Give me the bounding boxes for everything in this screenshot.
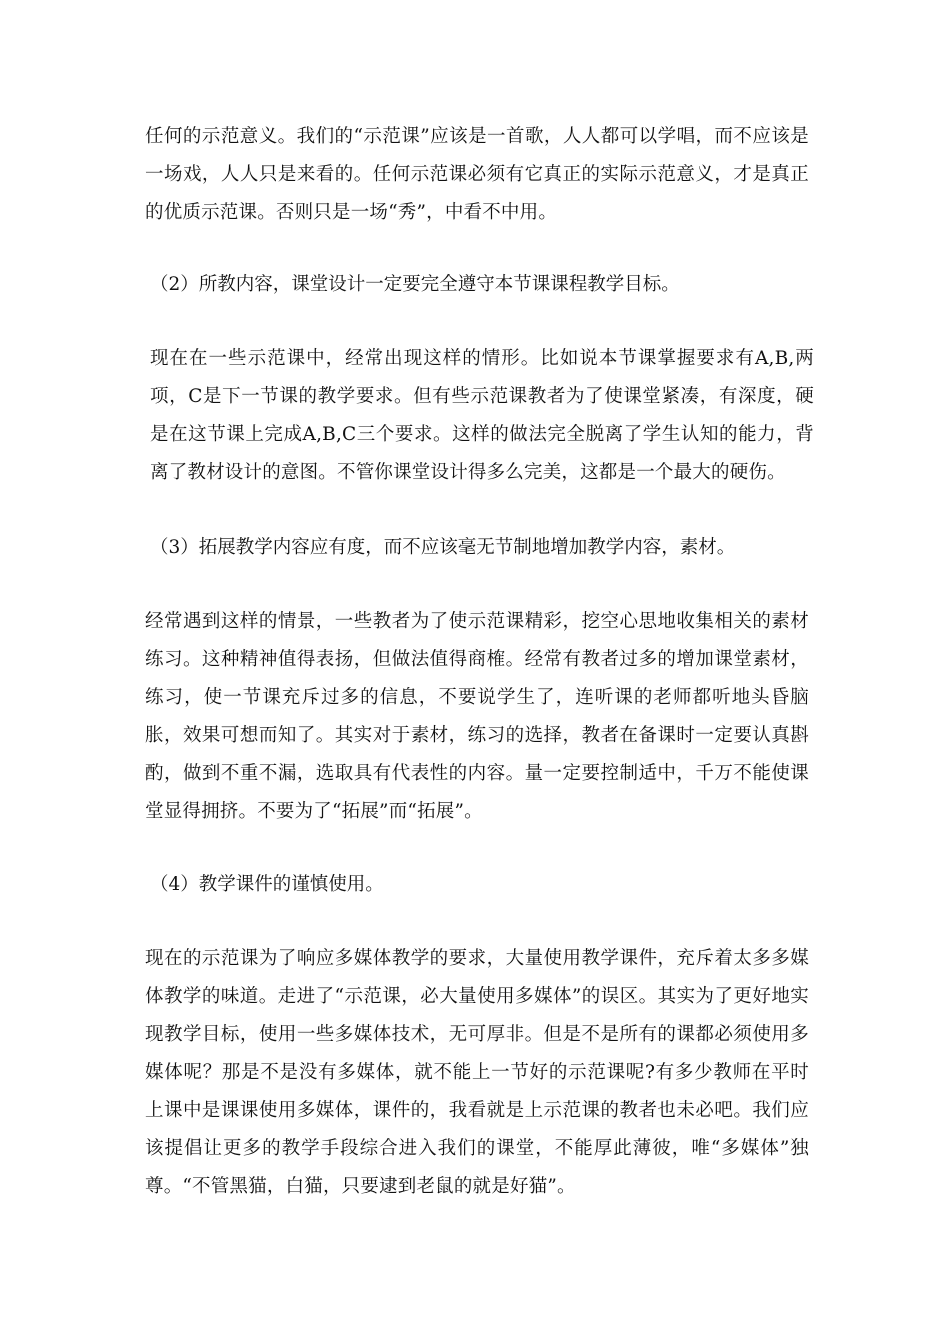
paragraph-extension-content: 经常遇到这样的情景，一些教者为了使示范课精彩，挖空心思地收集相关的素材练习。这种精神值得表扬，但做法值得商榷。经常有教者过多的增加课堂素材，练习，使一节课充斥过多的信息，不要说学生了，连听课的老师都听地头昏脑胀，效果可想而知了。其实对于素材，练习的选择，教者在备课时一定要认真斟酌，做到不重不漏，选取具有代表性的内容。量一定要控制适中，千万不能使课堂显得拥挤。不要为了“拓展”而“拓展”。: [145, 611, 809, 822]
paragraph-curriculum-goals: 现在在一些示范课中，经常出现这样的情形。比如说本节课掌握要求有A,B,两项，C是下一节课的教学要求。但有些示范课教者为了使课堂紧凑，有深度，硬是在这节课上完成A,B,C三个要求。这样的做法完全脱离了学生认知的能力，背离了教材设计的意图。不管你课堂设计得多么完美，这都是一个最大的硬伤。: [150, 348, 814, 483]
heading-point-4: （4）教学课件的谨慎使用。: [150, 874, 384, 895]
paragraph-demonstration-meaning: 任何的示范意义。我们的“示范课”应该是一首歌，人人都可以学唱，而不应该是一场戏，人人只是来看的。任何示范课必须有它真正的实际示范意义，才是真正的优质示范课。否则只是一场“秀”，中看不中用。: [145, 126, 809, 223]
paragraph-multimedia-use: 现在的示范课为了响应多媒体教学的要求，大量使用教学课件，充斥着太多多媒体教学的味道。走进了“示范课，必大量使用多媒体”的误区。其实为了更好地实现教学目标，使用一些多媒体技术，无可厚非。但是不是所有的课都必须使用多媒体呢？那是不是没有多媒体，就不能上一节好的示范课呢?有多少教师在平时上课中是课课使用多媒体，课件的，我看就是上示范课的教者也未必吧。我们应该提倡让更多的教学手段综合进入我们的课堂，不能厚此薄彼，唯“多媒体”独尊。“不管黑猫，白猫，只要逮到老鼠的就是好猫”。: [145, 948, 809, 1197]
heading-point-2: （2）所教内容，课堂设计一定要完全遵守本节课课程教学目标。: [150, 274, 680, 295]
heading-point-3: （3）拓展教学内容应有度，而不应该毫无节制地增加教学内容，素材。: [150, 537, 736, 558]
